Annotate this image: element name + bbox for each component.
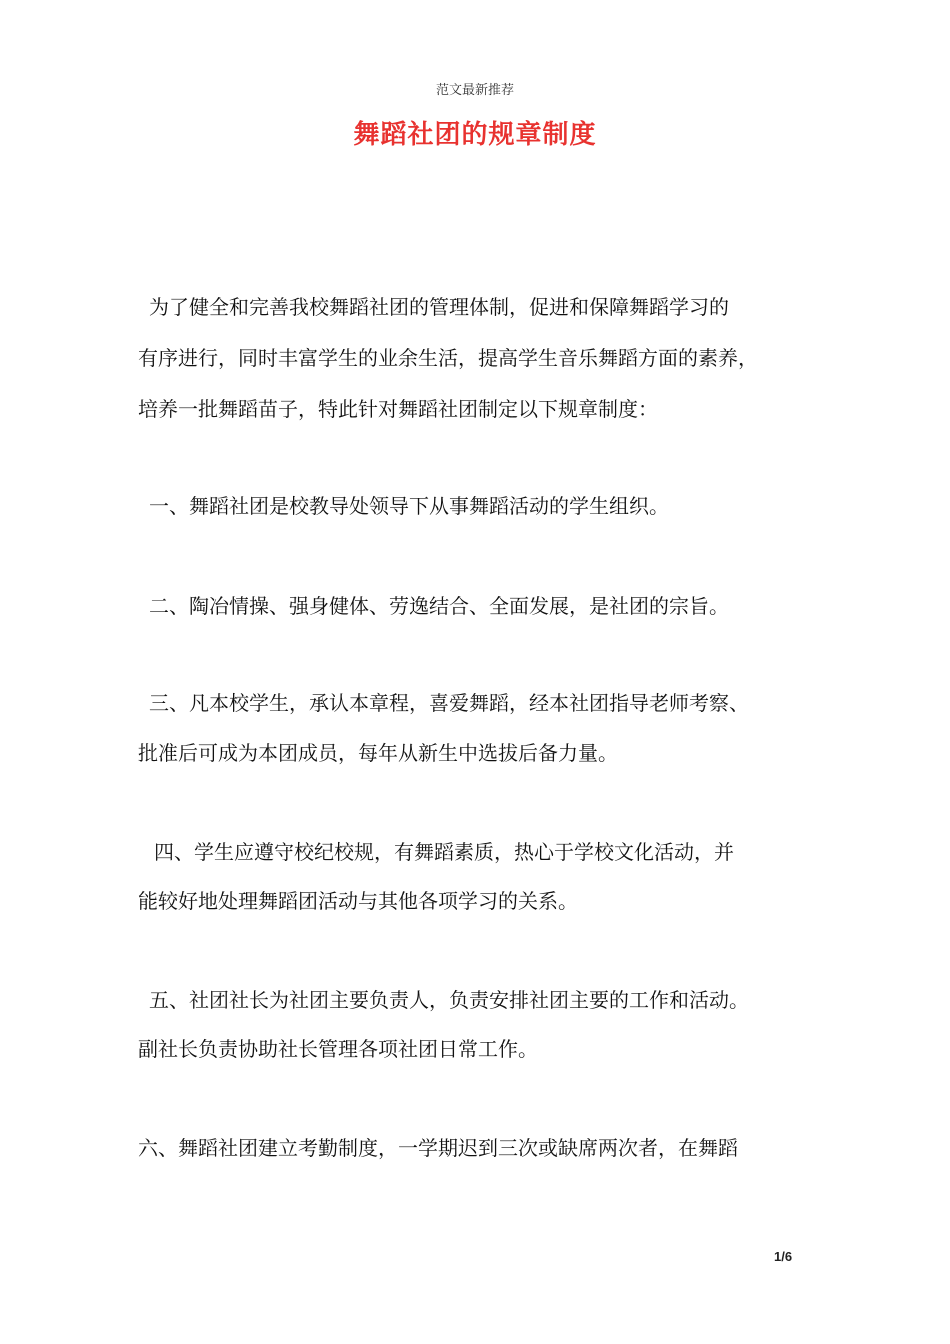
paragraph-line: 为了健全和完善我校舞蹈社团的管理体制，促进和保障舞蹈学习的 [149,295,729,319]
paragraph-line: 三、凡本校学生，承认本章程，喜爱舞蹈，经本社团指导老师考察、 [149,691,749,715]
paragraph-line: 二、陶冶情操、强身健体、劳逸结合、全面发展，是社团的宗旨。 [149,594,729,618]
paragraph-line: 五、社团社长为社团主要负责人，负责安排社团主要的工作和活动。 [149,988,749,1012]
paragraph-line: 六、舞蹈社团建立考勤制度，一学期迟到三次或缺席两次者，在舞蹈 [138,1136,738,1160]
paragraph-line: 有序进行，同时丰富学生的业余生活，提高学生音乐舞蹈方面的素养， [138,346,758,370]
paragraph-line: 批准后可成为本团成员，每年从新生中选拔后备力量。 [138,741,618,765]
paragraph-line: 一、舞蹈社团是校教导处领导下从事舞蹈活动的学生组织。 [149,494,669,518]
header-tag: 范文最新推荐 [435,83,514,98]
paragraph-line: 四、学生应遵守校纪校规，有舞蹈素质，热心于学校文化活动，并 [154,840,734,864]
paragraph-line: 能较好地处理舞蹈团活动与其他各项学习的关系。 [138,889,578,913]
page-number: 1/6 [774,1249,793,1264]
paragraph-line: 培养一批舞蹈苗子，特此针对舞蹈社团制定以下规章制度： [138,397,658,421]
paragraph-line: 副社长负责协助社长管理各项社团日常工作。 [138,1037,538,1061]
document-title: 舞蹈社团的规章制度 [353,120,597,150]
